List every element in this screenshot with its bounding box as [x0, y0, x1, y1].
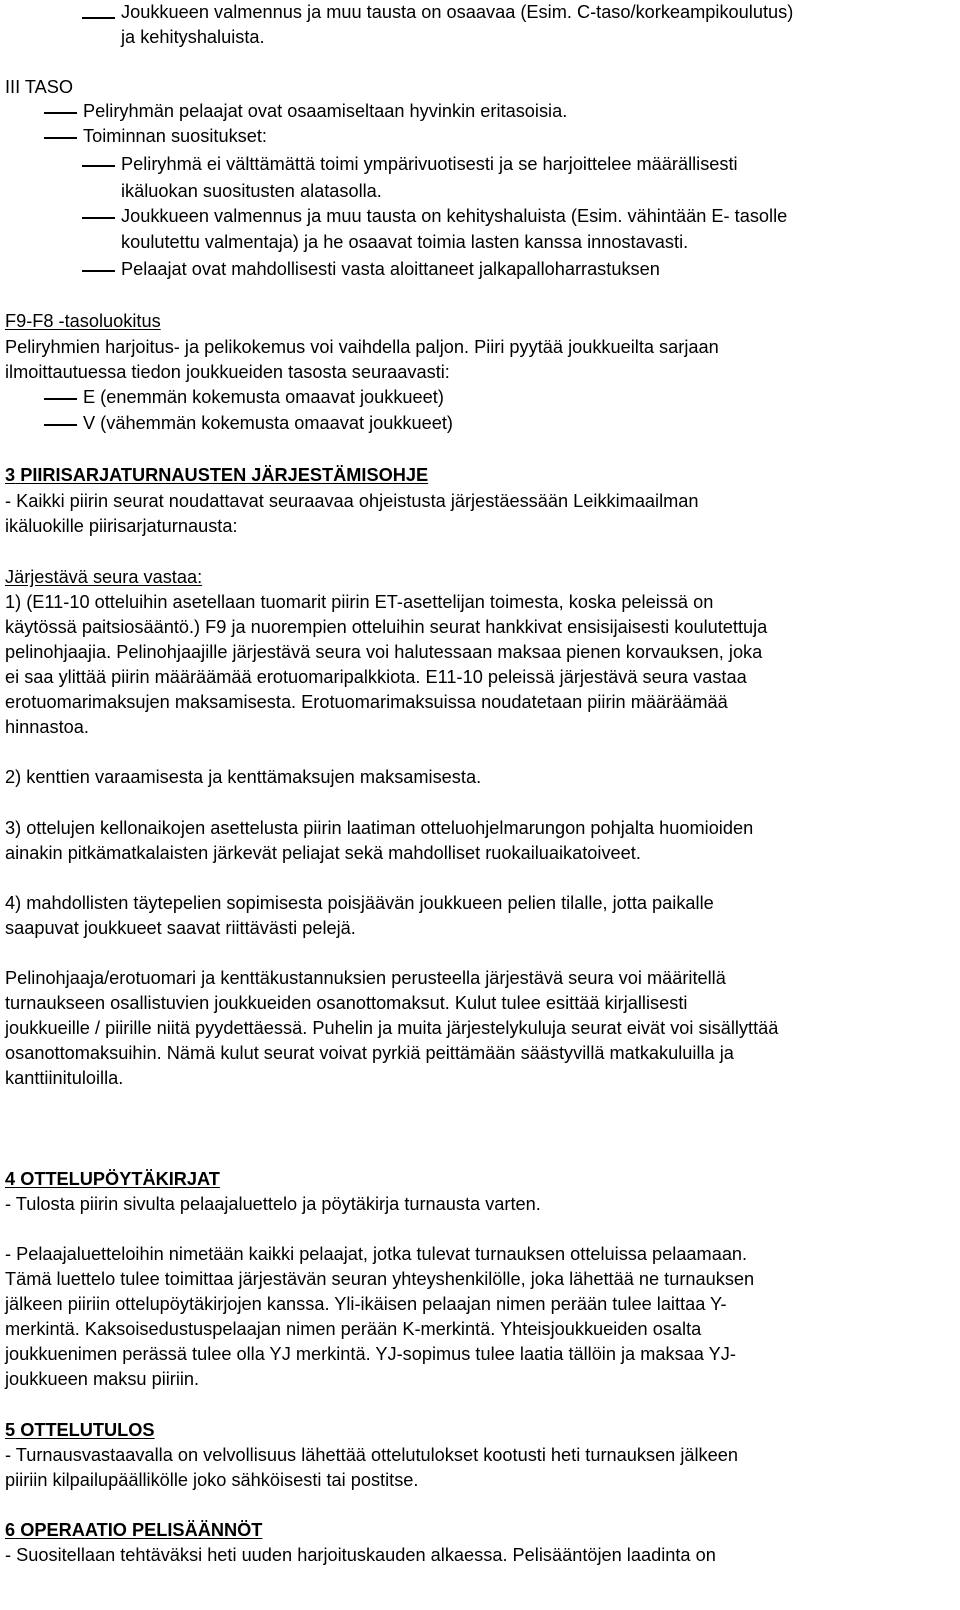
text-line: Tämä luettelo tulee toimittaa järjestävän seuran yhteyshenkilölle, joka lähettää ne turnauksen — [5, 1269, 755, 1289]
text-line: merkintä. Kaksoisedustuspelaajan nimen perään K-merkintä. Yhteisjoukkueiden osalta — [5, 1319, 702, 1339]
dash-bullet — [44, 424, 77, 426]
dash-bullet — [82, 270, 115, 272]
text-line: saapuvat joukkueet saavat riittävästi pelejä. — [5, 918, 356, 938]
section-title: OTTELUPÖYTÄKIRJAT — [20, 1169, 220, 1189]
subsection-heading: F9-F8 -tasoluokitus — [5, 311, 161, 331]
text-line: - Tulosta piirin sivulta pelaajaluettelo ja pöytäkirja turnausta varten. — [5, 1194, 541, 1214]
text-line: - Pelaajaluetteloihin nimetään kaikki pelaajat, jotka tulevat turnauksen otteluissa pelaamaan. — [5, 1244, 748, 1264]
text-line: pelinohjaajia. Pelinohjaajille järjestävä seura voi halutessaan maksaa pienen korvauksen, joka — [5, 642, 763, 662]
text-line: ilmoittautuessa tiedon joukkueiden tasosta seuraavasti: — [5, 362, 450, 382]
text-line: ei saa ylittää piirin määräämää erotuomaripalkkiota. E11-10 peleissä järjestävä seura vastaa — [5, 667, 747, 687]
text-line: joukkueen maksu piiriin. — [5, 1369, 200, 1389]
section-heading — [5, 1518, 262, 1543]
text-line: piiriin kilpailupäällikölle joko sähköisesti tai postitse. — [5, 1470, 419, 1490]
text-line: Pelinohjaaja/erotuomari ja kenttäkustannuksien perusteella järjestävä seura voi määritellä — [5, 968, 726, 988]
section-title: PIIRISARJATURNAUSTEN JÄRJESTÄMISOHJE — [20, 465, 429, 485]
text-line: 4) mahdollisten täytepelien sopimisesta poisjäävän joukkueen pelien tilalle, jotta paikalle — [5, 893, 714, 913]
section-number: 5 — [5, 1420, 16, 1440]
text-line: Joukkueen valmennus ja muu tausta on kehityshaluista (Esim. vähintään E- tasolle — [121, 206, 788, 226]
text-line: Peliryhmä ei välttämättä toimi ympärivuotisesti ja se harjoittelee määrällisesti — [121, 154, 738, 174]
text-line: ikäluokille piirisarjaturnausta: — [5, 516, 238, 536]
text-line: Joukkueen valmennus ja muu tausta on osaavaa (Esim. C-taso/korkeampikoulutus) — [121, 2, 794, 22]
text-line: joukkuenimen perässä tulee olla YJ merkintä. YJ-sopimus tulee laatia tällöin ja maksaa YJ- — [5, 1344, 736, 1364]
text-line: 1) (E11-10 otteluihin asetellaan tuomarit piirin ET-asettelijan toimesta, koska peleissä on — [5, 592, 714, 612]
text-line: E (enemmän kokemusta omaavat joukkueet) — [83, 387, 444, 407]
text-line: ja kehityshaluista. — [121, 27, 265, 47]
dash-bullet — [44, 112, 77, 114]
text-line: - Turnausvastaavalla on velvollisuus lähettää ottelutulokset kootusti heti turnauksen jälkeen — [5, 1445, 738, 1465]
text-line: - Kaikki piirin seurat noudattavat seuraavaa ohjeistusta järjestäessään Leikkimaailman — [5, 491, 699, 511]
text-line: koulutettu valmentaja) ja he osaavat toimia lasten kanssa innostavasti. — [121, 232, 689, 252]
section-title: OPERAATIO PELISÄÄNNÖT — [20, 1520, 263, 1540]
dash-bullet — [82, 165, 115, 167]
section-number: 4 — [5, 1169, 16, 1189]
text-line: Peliryhmien harjoitus- ja pelikokemus voi vaihdella paljon. Piiri pyytää joukkueilta sarjaan — [5, 337, 719, 357]
dash-bullet — [82, 217, 115, 219]
section-title: OTTELUTULOS — [20, 1420, 155, 1440]
text-line: joukkueille / piirille niitä pyydettäessä. Puhelin ja muita järjestelykuluja seurat eivät voi sisällyttää — [5, 1018, 779, 1038]
text-line: V (vähemmän kokemusta omaavat joukkueet) — [83, 413, 453, 433]
section-heading — [5, 1418, 155, 1443]
text-line: erotuomarimaksujen maksamisesta. Erotuomarimaksuissa noudatetaan piirin määräämää — [5, 692, 728, 712]
dash-bullet — [82, 17, 115, 19]
taso-heading: III TASO — [5, 77, 74, 97]
text-line: Peliryhmän pelaajat ovat osaamiseltaan hyvinkin eritasoisia. — [83, 101, 568, 121]
dash-bullet — [44, 137, 77, 139]
subsection-heading: Järjestävä seura vastaa: — [5, 567, 203, 587]
text-line: turnaukseen osallistuvien joukkueiden osanottomaksut. Kulut tulee esittää kirjallisesti — [5, 993, 688, 1013]
text-line: kanttiinituloilla. — [5, 1068, 124, 1088]
text-line: ainakin pitkämatkalaisten järkevät peliajat sekä mahdolliset ruokailuaikatoiveet. — [5, 843, 641, 863]
text-line: Toiminnan suositukset: — [83, 126, 267, 146]
section-heading — [5, 463, 428, 488]
text-line: osanottomaksuihin. Nämä kulut seurat voivat pyrkiä peittämään säästyvillä matkakuluilla ja — [5, 1043, 734, 1063]
text-line: ikäluokan suositusten alatasolla. — [121, 181, 382, 201]
text-line: Pelaajat ovat mahdollisesti vasta aloittaneet jalkapalloharrastuksen — [121, 259, 660, 279]
text-line: jälkeen piiriin ottelupöytäkirjojen kanssa. Yli-ikäisen pelaajan nimen perään tulee laittaa Y- — [5, 1294, 727, 1314]
section-number: 6 — [5, 1520, 16, 1540]
section-heading — [5, 1167, 220, 1192]
text-line: 3) ottelujen kellonaikojen asettelusta piirin laatiman otteluohjelmarungon pohjalta huomioiden — [5, 818, 754, 838]
text-line: 2) kenttien varaamisesta ja kenttämaksujen maksamisesta. — [5, 767, 482, 787]
text-line: hinnastoa. — [5, 717, 89, 737]
dash-bullet — [44, 398, 77, 400]
text-line: - Suositellaan tehtäväksi heti uuden harjoituskauden alkaessa. Pelisääntöjen laadinta on — [5, 1545, 716, 1565]
section-number: 3 — [5, 465, 16, 485]
text-line: käytössä paitsiosääntö.) F9 ja nuorempien otteluihin seurat hankkivat ensisijaisesti koulutettuja — [5, 617, 768, 637]
